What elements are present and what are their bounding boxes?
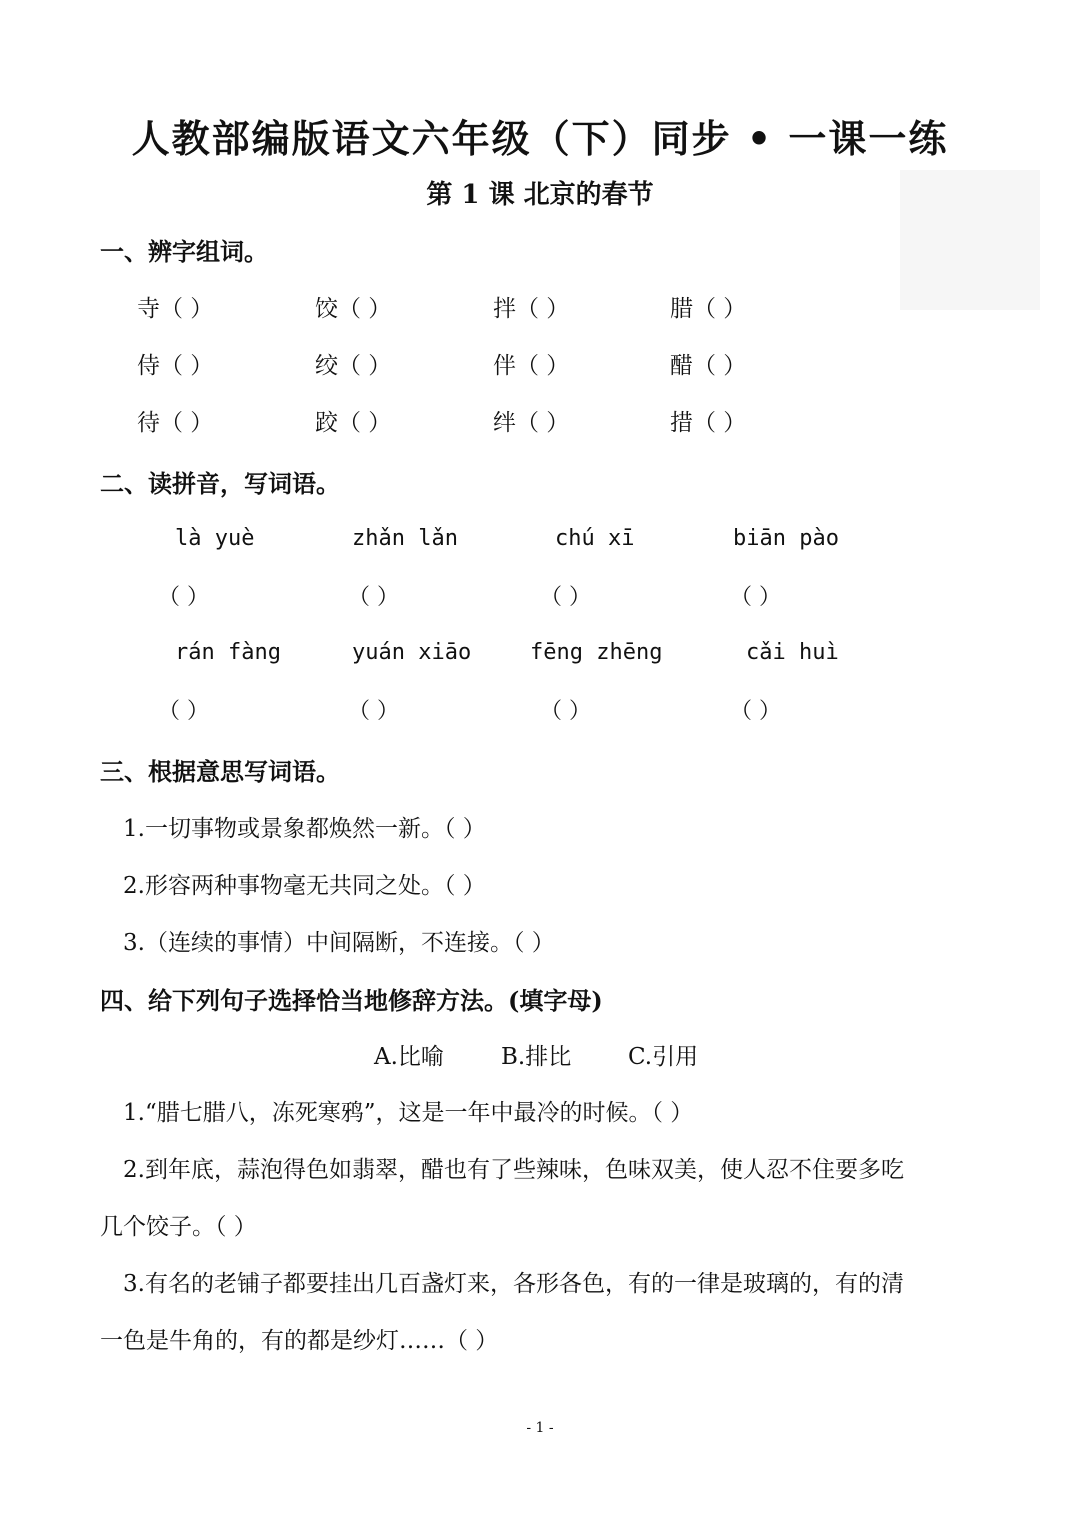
option-b: B.排比 (501, 1044, 572, 1070)
answer-blank: （ ） (348, 699, 399, 724)
pinyin-label: fēng zhēng (530, 640, 663, 665)
pinyin-label: chú xī (555, 526, 635, 551)
pinyin-label: rán fàng (175, 640, 281, 665)
answer-blank: （ ） (730, 585, 781, 610)
definition-item-2: 2.形容两种事物毫无共同之处。（ ） (123, 873, 486, 899)
rhetoric-item-3-cont: 一色是牛角的，有的都是纱灯……（ ） (100, 1328, 499, 1354)
section-4-heading: 四、给下列句子选择恰当地修辞方法。(填字母) (100, 986, 603, 1015)
char-cell: 待（ ） (137, 410, 214, 436)
pinyin-label: zhǎn lǎn (352, 526, 458, 551)
answer-blank: （ ） (348, 585, 399, 610)
pinyin-label: là yuè (175, 526, 255, 551)
char-cell: 绞（ ） (315, 353, 392, 379)
char-cell: 措（ ） (670, 410, 747, 436)
lesson-title: 第 1 课 北京的春节 (426, 180, 654, 210)
answer-blank: （ ） (158, 699, 209, 724)
answer-blank: （ ） (540, 585, 591, 610)
char-cell: 绊（ ） (493, 410, 570, 436)
option-a: A.比喻 (374, 1044, 444, 1070)
rhetoric-item-2-cont: 几个饺子。（ ） (100, 1214, 257, 1240)
section-3-heading: 三、根据意思写词语。 (100, 757, 340, 786)
answer-blank: （ ） (540, 699, 591, 724)
pinyin-label: yuán xiāo (352, 640, 472, 665)
pinyin-label: cǎi huì (746, 640, 839, 665)
page-number: - 1 - (526, 1420, 554, 1436)
char-cell: 伴（ ） (493, 353, 570, 379)
section-1-heading: 一、辨字组词。 (100, 237, 268, 266)
answer-blank: （ ） (158, 585, 209, 610)
page-title: 人教部编版语文六年级（下）同步 • 一课一练 (131, 117, 949, 161)
char-cell: 侍（ ） (137, 353, 214, 379)
section-2-heading: 二、读拼音，写词语。 (100, 469, 340, 498)
char-cell: 拌（ ） (493, 296, 570, 322)
char-cell: 跤（ ） (315, 410, 392, 436)
definition-item-1: 1.一切事物或景象都焕然一新。（ ） (123, 816, 486, 842)
rhetoric-item-1: 1.“腊七腊八，冻死寒鸦”，这是一年中最冷的时候。（ ） (123, 1100, 694, 1126)
rhetoric-item-3: 3.有名的老铺子都要挂出几百盏灯来，各形各色，有的一律是玻璃的，有的清 (123, 1271, 904, 1297)
char-cell: 寺（ ） (137, 296, 214, 322)
pinyin-label: biān pào (733, 526, 839, 551)
rhetoric-item-2: 2.到年底，蒜泡得色如翡翠，醋也有了些辣味，色味双美，使人忍不住要多吃 (123, 1157, 904, 1183)
option-c: C.引用 (628, 1044, 699, 1070)
char-cell: 饺（ ） (315, 296, 392, 322)
answer-blank: （ ） (730, 699, 781, 724)
char-cell: 醋（ ） (670, 353, 747, 379)
definition-item-3: 3.（连续的事情）中间隔断，不连接。（ ） (123, 930, 555, 956)
char-cell: 腊（ ） (670, 296, 747, 322)
